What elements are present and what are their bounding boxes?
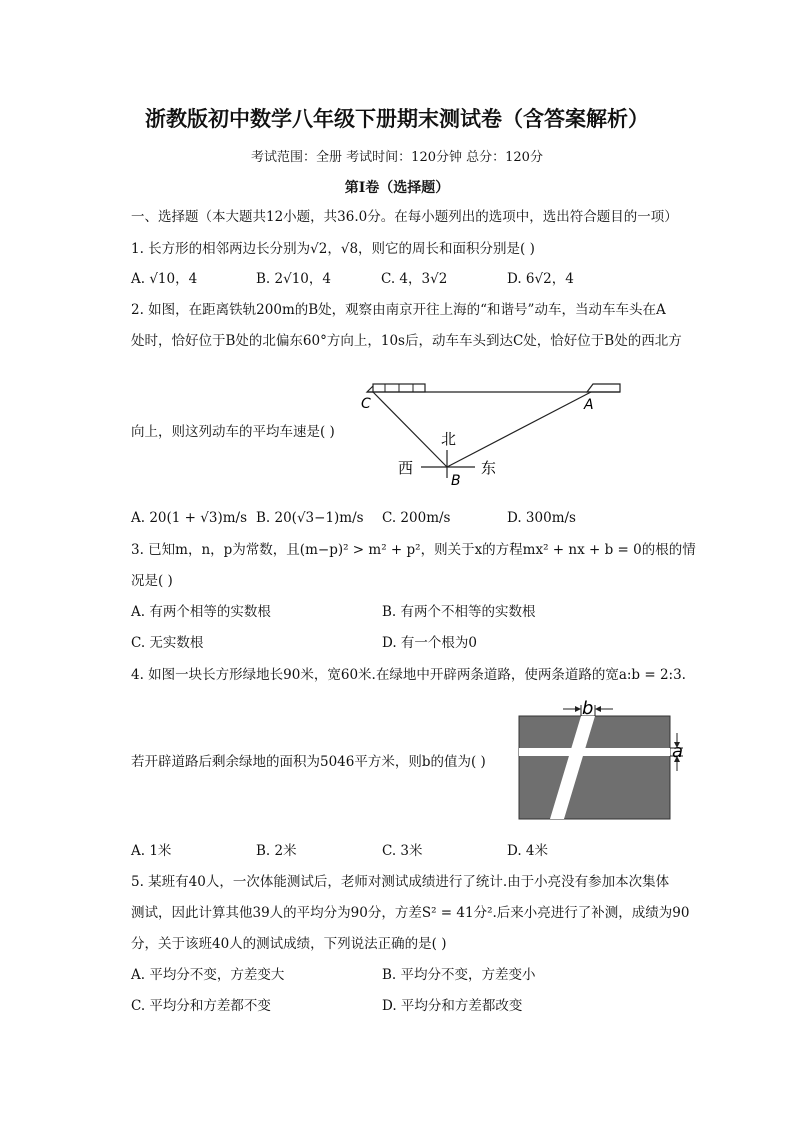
question-2-line-1: 2. 如图，在距离铁轨200m的B处，观察由南京开往上海的“和谐号”动车，当动车车头在A [131, 302, 666, 318]
section-heading: 第Ⅰ卷（选择题） [344, 180, 450, 196]
question-4-option-d: D. 4米 [507, 843, 549, 859]
question-4-option-b: B. 2米 [256, 843, 297, 859]
question-3-line-1: 3. 已知m，n，p为常数，且(m−p)² > m² + p²，则关于x的方程mx² + nx + b = 0的根的情 [131, 542, 696, 558]
question-3-line-2: 况是( ) [131, 573, 173, 589]
part-heading: 一、选择题（本大题共12小题，共36.0分。在每小题列出的选项中，选出符合题目的一项） [131, 209, 678, 225]
question-1-option-d: D. 6√2，4 [507, 271, 574, 287]
exam-info: 考试范围：全册 考试时间：120分钟 总分：120分 [251, 150, 543, 165]
question-5-option-d: D. 平均分和方差都改变 [382, 998, 523, 1014]
question-1-option-b: B. 2√10，4 [256, 271, 331, 287]
question-3-option-a: A. 有两个相等的实数根 [131, 604, 271, 620]
width-a-label: a [672, 741, 684, 762]
question-4-figure [515, 695, 700, 825]
point-c-label: C [361, 396, 371, 412]
west-label: 西 [398, 459, 414, 477]
question-2-option-a: A. 20(1 + √3)m/s [131, 510, 247, 526]
question-5-line-2: 测试，因此计算其他39人的平均分为90分，方差S² = 41分².后来小亮进行了补测，成绩为90 [131, 905, 690, 921]
question-1-stem: 1. 长方形的相邻两边长分别为√2，√8，则它的周长和面积分别是( ) [131, 241, 535, 257]
question-5-option-b: B. 平均分不变，方差变小 [382, 967, 536, 983]
question-5-option-c: C. 平均分和方差都不变 [131, 998, 271, 1014]
question-1-option-c: C. 4，3√2 [381, 271, 448, 287]
question-5-line-1: 5. 某班有40人，一次体能测试后，老师对测试成绩进行了统计.由于小亮没有参加本次集体 [131, 874, 670, 890]
east-label: 东 [481, 459, 497, 477]
question-2-option-c: C. 200m/s [382, 510, 451, 526]
question-3-option-b: B. 有两个不相等的实数根 [382, 604, 536, 620]
question-2-line-2: 处时，恰好位于B处的北偏东60°方向上，10s后，动车车头到达C处，恰好位于B处的西北方 [131, 333, 682, 349]
north-label: 北 [441, 430, 457, 448]
question-1-option-a: A. √10，4 [131, 271, 198, 287]
page-title: 浙教版初中数学八年级下册期末测试卷（含答案解析） [145, 107, 649, 131]
question-2-line-3: 向上，则这列动车的平均车速是( ) [131, 424, 335, 440]
question-3-option-d: D. 有一个根为0 [382, 635, 478, 651]
question-5-option-a: A. 平均分不变，方差变大 [131, 967, 285, 983]
question-4-option-a: A. 1米 [131, 843, 172, 859]
question-2-figure [355, 378, 630, 490]
question-4-option-c: C. 3米 [382, 843, 423, 859]
question-4-line-1: 4. 如图一块长方形绿地长90米，宽60米.在绿地中开辟两条道路，使两条道路的宽a:b = 2:3. [131, 667, 686, 683]
question-2-option-b: B. 20(√3−1)m/s [256, 510, 364, 526]
question-3-option-c: C. 无实数根 [131, 635, 204, 651]
width-b-label: b [582, 698, 594, 719]
point-b-label: B [451, 473, 461, 489]
question-4-line-2: 若开辟道路后剩余绿地的面积为5046平方米，则b的值为( ) [131, 754, 486, 770]
point-a-label: A [584, 397, 594, 413]
question-5-line-3: 分，关于该班40人的测试成绩，下列说法正确的是( ) [131, 936, 447, 952]
question-2-option-d: D. 300m/s [507, 510, 576, 526]
